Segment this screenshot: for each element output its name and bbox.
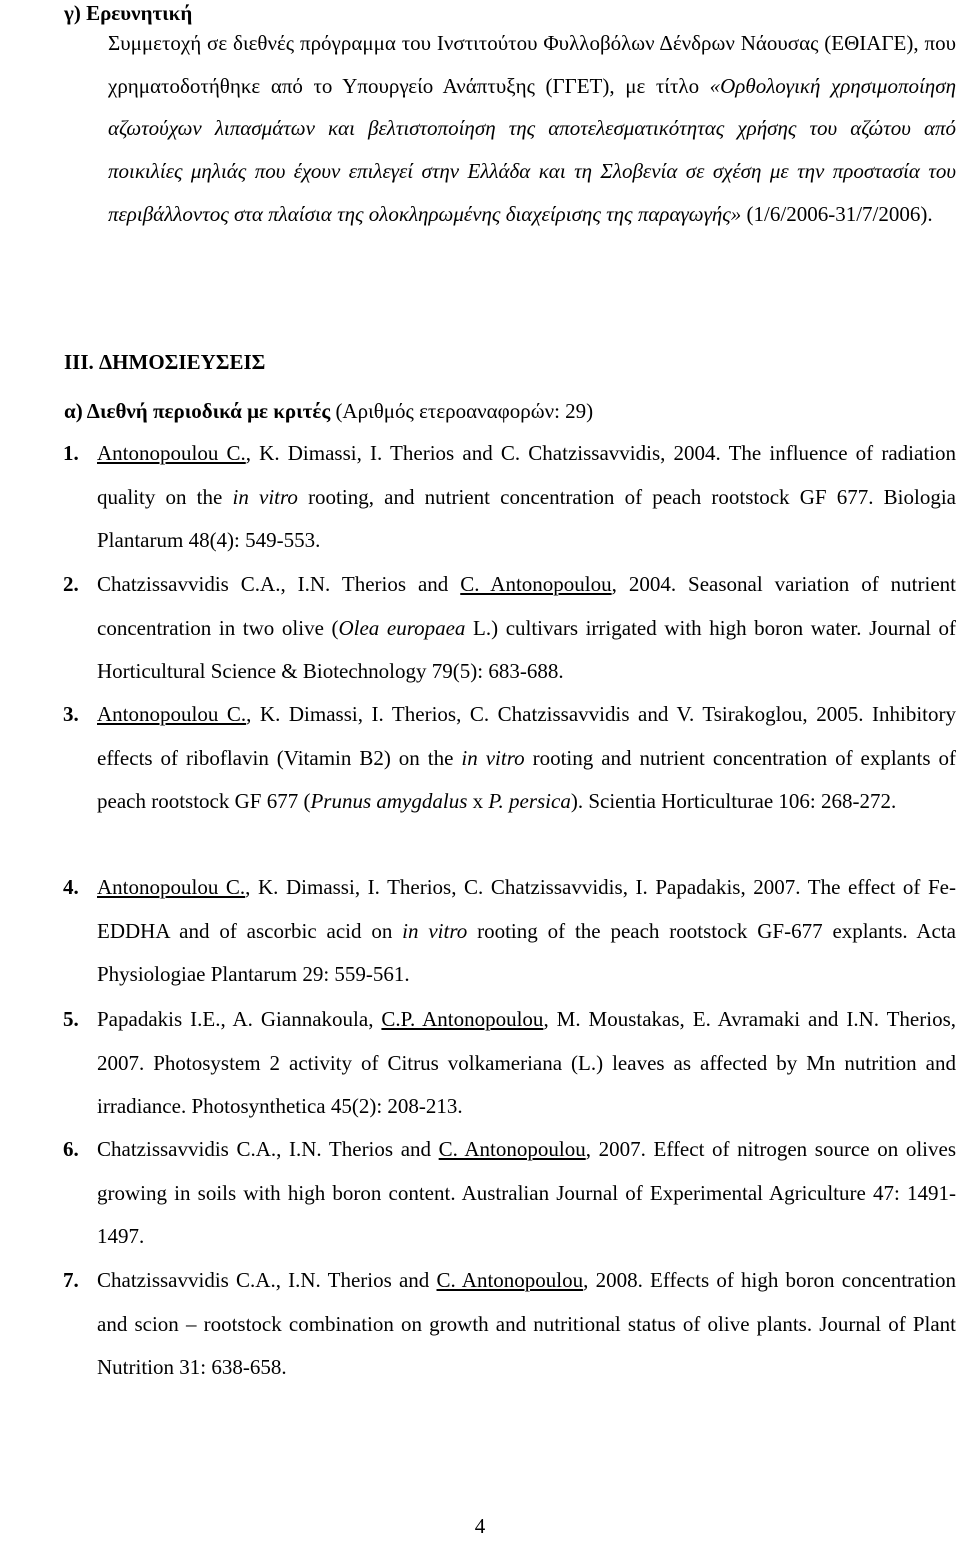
publication-text: , K. Dimassi, I. Therios and C. Chatzissavvidis, 2004. The influence of radiation quality on the	[97, 441, 956, 509]
publication-text: Papadakis I.E., A. Giannakoula,	[97, 1007, 382, 1031]
author-underlined: Antonopoulou C.	[97, 875, 246, 899]
publication-item	[63, 563, 956, 694]
publication-text: , K. Dimassi, I. Therios, C. Chatzissavvidis and V. Tsirakoglou, 2005. Inhibitory effects of riboflavin (Vitamin B2) on the	[97, 702, 956, 770]
publication-text: , M. Moustakas, E. Avramaki and I.N. Therios, 2007. Photosystem 2 activity of Citrus volkameriana (L.) leaves as affected by Mn nutrition and irradiance. Photosynthetica 45(2): 208-213.	[97, 1007, 956, 1118]
research-intro: Συμμετοχή σε διεθνές πρόγραμμα του Ινστιτούτου Φυλλοβόλων Δένδρων Νάουσας (ΕΘΙΑΓΕ), που χρηματοδοτήθηκε από το Υπουργείο Ανάπτυξης (ΓΓΕΤ), με τίτλο	[108, 31, 956, 98]
publication-text: , 2008. Effects of high boron concentration and scion – rootstock combination on growth and nutritional status of olive plants. Journal of Plant Nutrition 31: 638-658.	[97, 1268, 957, 1379]
publication-italic: Prunus amygdalus	[310, 789, 468, 813]
publication-number: 2.	[63, 572, 79, 596]
publications-subheading	[64, 397, 593, 425]
publication-number: 5.	[63, 1007, 79, 1031]
publication-item	[63, 998, 956, 1129]
publication-text: rooting, and nutrient concentration of peach rootstock GF 677. Biologia Plantarum 48(4): 549-553.	[97, 484, 956, 552]
publication-text: , K. Dimassi, I. Therios, C. Chatzissavvidis, I. Papadakis, 2007. The effect of Fe-EDDHA and of ascorbic acid on	[97, 875, 956, 943]
research-heading: γ) Ερευνητική	[64, 1, 193, 25]
publication-text: rooting and nutrient concentration of explants of peach rootstock GF 677 (	[97, 745, 956, 813]
publication-italic: in vitro	[232, 484, 298, 509]
publication-number: 7.	[63, 1268, 79, 1292]
publication-number: 1.	[63, 441, 79, 465]
publication-item	[63, 1128, 957, 1259]
publication-item	[63, 693, 956, 824]
publication-number: 4.	[63, 875, 79, 899]
publication-text: Chatzissavvidis C.A., I.N. Therios and	[97, 1268, 437, 1292]
publication-italic: P. persica	[488, 789, 571, 813]
publication-text: , 2007. Effect of nitrogen source on olives growing in soils with high boron content. Australian Journal of Experimental Agriculture 47: 1491-1497.	[97, 1137, 957, 1248]
publications-heading: III. ΔΗΜΟΣΙΕΥΣΕΙΣ	[64, 350, 266, 374]
publication-number: 6.	[63, 1137, 79, 1161]
publication-text: L.) cultivars irrigated with high boron water. Journal of Horticultural Science & Biotechnology 79(5): 683-688.	[97, 615, 956, 683]
publication-text: Chatzissavvidis C.A., I.N. Therios and	[97, 1137, 439, 1161]
author-underlined: Antonopoulou C.	[97, 702, 247, 726]
publication-item	[63, 866, 957, 997]
publication-item	[63, 432, 956, 563]
research-project-title: «Ορθολογική χρησιμοποίηση αζωτούχων λιπασμάτων και βελτιστοποίηση της αποτελεσματικότητας χρήσης του αζώτου από ποικιλίες μηλιάς που έχουν επιλεγεί στην Ελλάδα και τη Σλοβενία σε σχέση με την προστασία του περιβάλλοντος στα πλαίσια της ολοκληρωμένης διαχείρισης της παραγωγής»	[108, 73, 956, 226]
author-underlined: C. Antonopoulou	[460, 572, 612, 596]
author-underlined: Antonopoulou C.	[97, 441, 246, 465]
author-underlined: C. Antonopoulou	[436, 1268, 584, 1292]
publication-italic: in vitro	[461, 745, 525, 770]
publication-text: rooting of the peach rootstock GF-677 explants. Acta Physiologiae Plantarum 29: 559-561.	[97, 918, 957, 986]
publication-text: ). Scientia Horticulturae 106: 268-272.	[570, 789, 897, 813]
citations-count: (Αριθμός ετεροαναφορών: 29)	[330, 399, 594, 423]
author-underlined: C.P. Antonopoulou	[381, 1007, 544, 1031]
publication-text: Chatzissavvidis C.A., I.N. Therios and	[97, 572, 461, 596]
publication-italic: Olea europaea	[338, 615, 466, 640]
author-underlined: C. Antonopoulou	[438, 1137, 586, 1161]
publication-italic: in vitro	[402, 918, 468, 943]
page-number: 4	[474, 1514, 486, 1538]
publication-text: x	[467, 789, 489, 813]
publication-text: , 2004. Seasonal variation of nutrient concentration in two olive (	[97, 572, 956, 640]
research-period: (1/6/2006-31/7/2006).	[741, 201, 933, 226]
publication-item	[63, 1259, 957, 1390]
research-paragraph	[108, 22, 956, 236]
publication-number: 3.	[63, 702, 79, 726]
journals-label: α) Διεθνή περιοδικά με κριτές	[64, 399, 331, 423]
